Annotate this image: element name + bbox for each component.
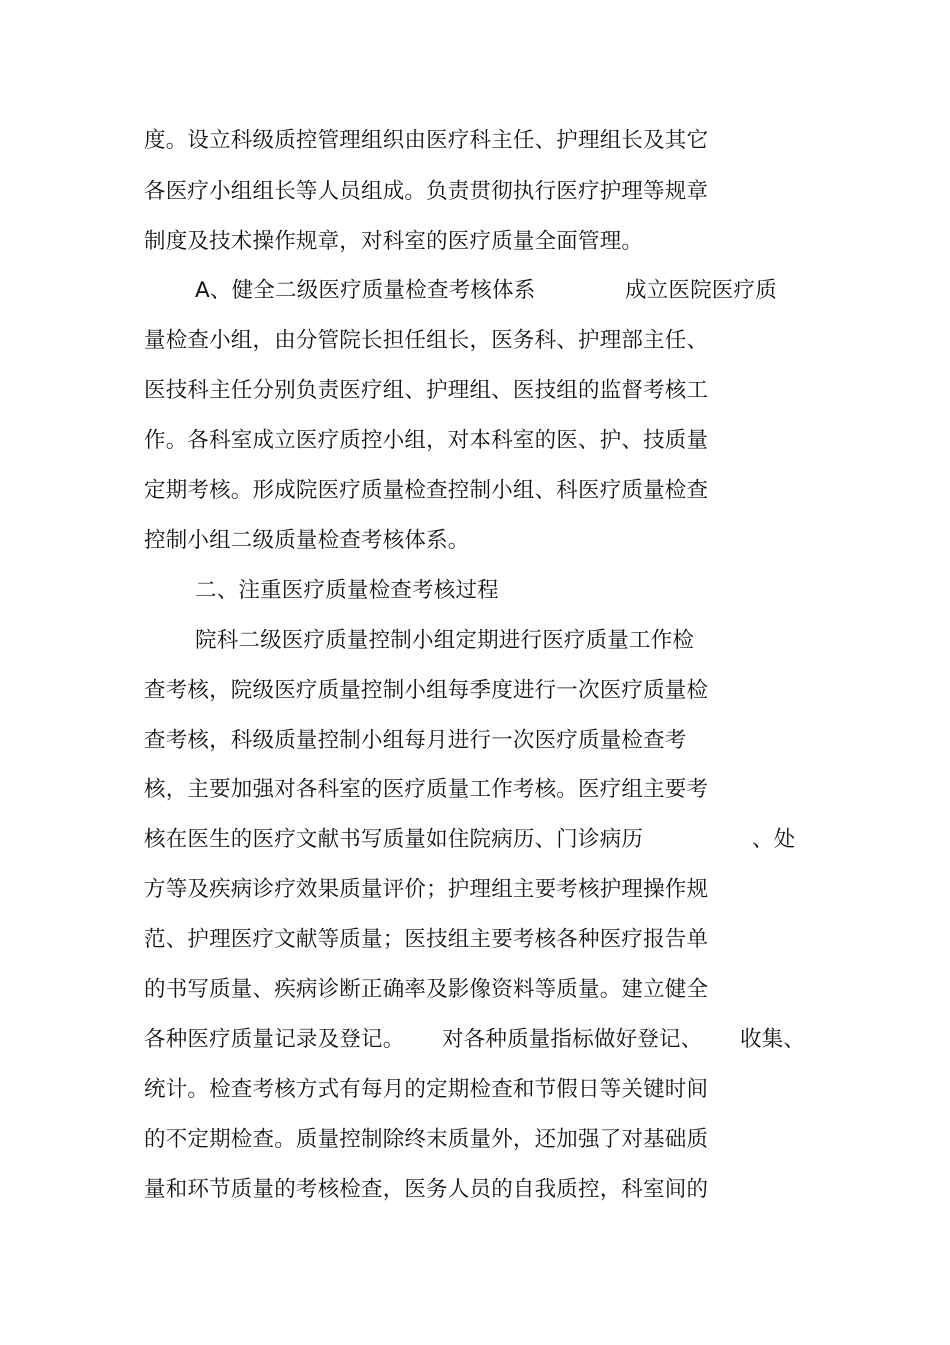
text-line <box>144 1174 708 1206</box>
text-line <box>144 325 708 357</box>
text-segment: 对各种质量指标做好登记、 <box>442 1027 703 1052</box>
text-segment: 的书写质量、疾病诊断正确率及影像资料等质量。建立健全 <box>144 977 709 1002</box>
text-line <box>144 974 708 1006</box>
text-segment: 方等及疾病诊疗效果质量评价；护理组主要考核护理操作规 <box>144 877 709 902</box>
text-line <box>144 874 708 906</box>
text-segment: 量和环节质量的考核检查，医务人员的自我质控，科室间的 <box>144 1177 709 1202</box>
text-segment: 医技科主任分别负责医疗组、护理组、医技组的监督考核工 <box>144 378 709 403</box>
text-segment: 二、注重医疗质量检查考核过程 <box>195 578 499 603</box>
text-segment: 作。各科室成立医疗质控小组，对本科室的医、护、技质量 <box>144 428 709 453</box>
text-segment: 院科二级医疗质量控制小组定期进行医疗质量工作检 <box>195 628 695 653</box>
text-line <box>144 125 708 157</box>
text-line <box>144 425 708 457</box>
text-segment: 、处 <box>752 827 796 852</box>
text-segment: 查考核，科级质量控制小组每月进行一次医疗质量检查考 <box>144 728 687 753</box>
text-line <box>144 1074 708 1106</box>
text-segment: 制度及技术操作规章，对科室的医疗质量全面管理。 <box>144 229 644 254</box>
text-line <box>144 525 470 557</box>
text-segment: 核在医生的医疗文献书写质量如住院病历、门诊病历 <box>144 827 644 852</box>
text-line <box>144 774 708 806</box>
text-segment: 收集、 <box>740 1027 806 1052</box>
text-line <box>144 675 708 707</box>
text-segment: 查考核，院级医疗质量控制小组每季度进行一次医疗质量检 <box>144 678 709 703</box>
text-segment: 量检查小组，由分管院长担任组长，医务科、护理部主任、 <box>144 328 709 353</box>
text-line <box>144 475 708 507</box>
text-segment: 成立医院医疗质 <box>625 278 777 303</box>
text-line <box>144 924 708 956</box>
text-line <box>144 1124 708 1156</box>
text-segment: A、健全二级医疗质量检查考核体系 <box>195 278 536 303</box>
text-segment: 度。设立科级质控管理组织由医疗科主任、护理组长及其它 <box>144 128 709 153</box>
text-line <box>144 226 643 258</box>
section-heading-two <box>195 575 499 607</box>
text-line <box>195 625 694 657</box>
text-segment: 的不定期检查。质量控制除终末质量外，还加强了对基础质 <box>144 1127 709 1152</box>
text-segment: 各种医疗质量记录及登记。 <box>144 1027 405 1052</box>
text-line <box>144 375 708 407</box>
text-segment: 核，主要加强对各科室的医疗质量工作考核。医疗组主要考 <box>144 777 709 802</box>
text-segment: 控制小组二级质量检查考核体系。 <box>144 528 470 553</box>
text-segment: 范、护理医疗文献等质量；医技组主要考核各种医疗报告单 <box>144 927 709 952</box>
text-segment: 定期考核。形成院医疗质量检查控制小组、科医疗质量检查 <box>144 478 709 503</box>
text-segment: 统计。检查考核方式有每月的定期检查和节假日等关键时间 <box>144 1077 709 1102</box>
text-line <box>144 176 708 208</box>
text-line <box>144 725 687 757</box>
text-segment: 各医疗小组组长等人员组成。负责贯彻执行医疗护理等规章 <box>144 179 709 204</box>
